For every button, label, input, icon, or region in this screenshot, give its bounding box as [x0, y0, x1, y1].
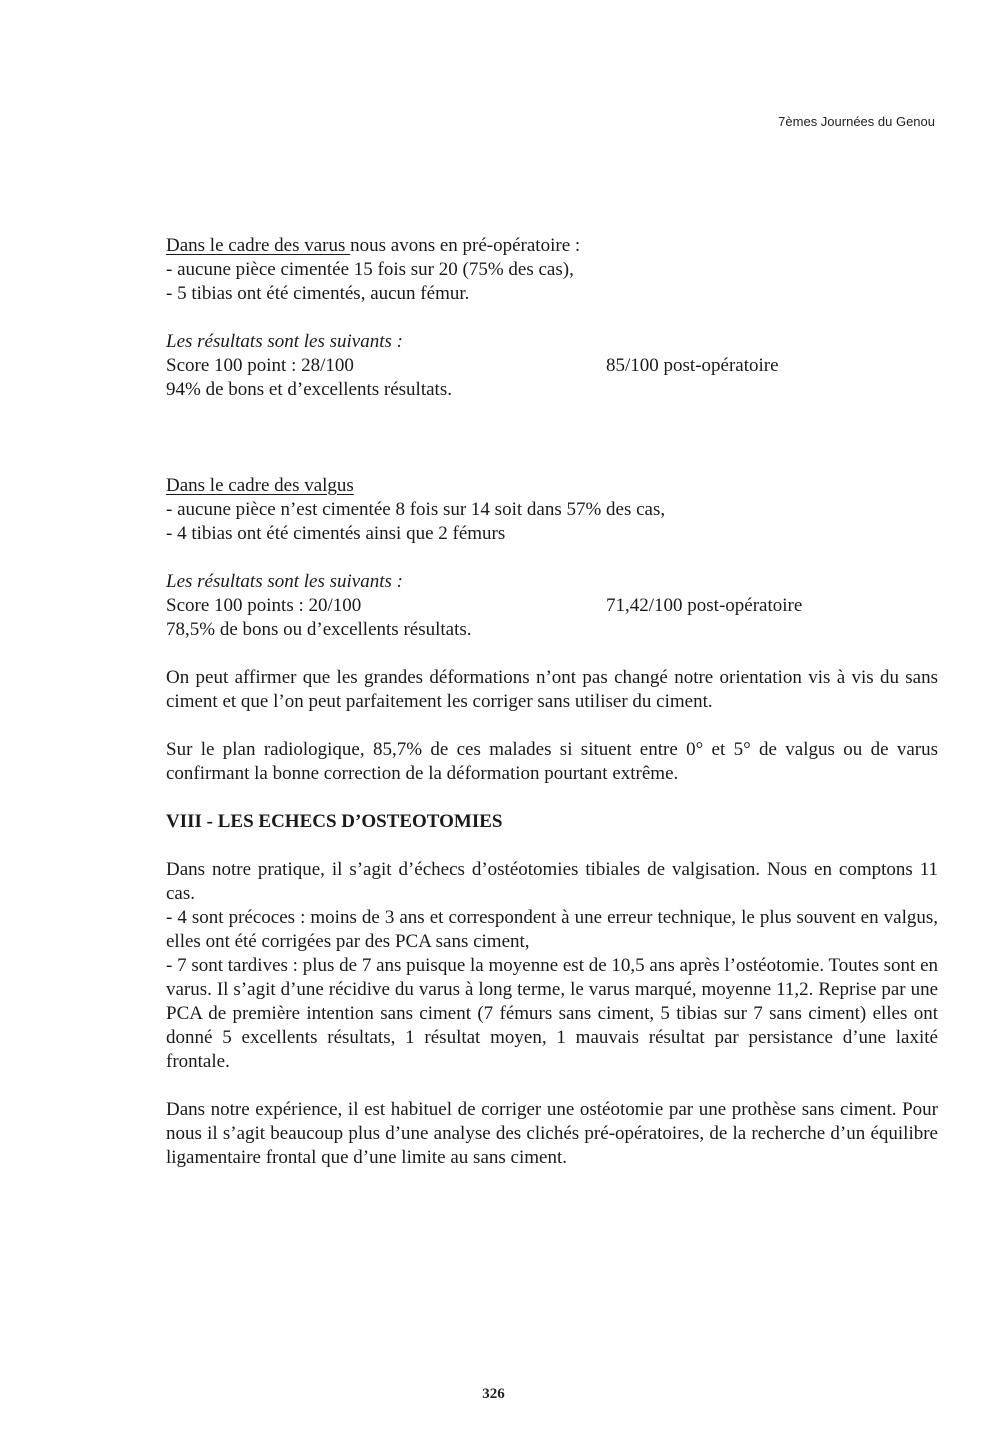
varus-title-line — [166, 234, 938, 258]
deformations-paragraph: On peut affirmer que les grandes déformations n’ont pas changé notre orientation vis à vis du sans ciment et que l’on peut parfaitement les corriger sans utiliser du ciment. — [166, 667, 938, 712]
varus-section — [166, 234, 938, 402]
varus-score-row — [166, 354, 938, 378]
valgus-score-post: 71,42/100 post-opératoire — [606, 595, 803, 616]
section-viii-experience: Dans notre expérience, il est habituel de corriger une ostéotomie par une prothèse sans ciment. Pour nous il s’agit beaucoup plus d’une analyse des clichés pré-opératoires, de la recherche d’un équilibre ligamentaire frontal que d’une limite au sans ciment. — [166, 1099, 938, 1168]
spacer — [166, 306, 938, 330]
varus-results-title: Les résultats sont les suivants : — [166, 331, 403, 352]
valgus-section — [166, 474, 938, 642]
varus-line-1: - aucune pièce cimentée 15 fois sur 20 (75% des cas), — [166, 259, 574, 280]
varus-line-2: - 5 tibias ont été cimentés, aucun fémur. — [166, 283, 470, 304]
valgus-score-row — [166, 594, 938, 618]
varus-title-rest: nous avons en pré-opératoire : — [350, 235, 581, 256]
section-viii-heading: VIII - LES ECHECS D’OSTEOTOMIES — [166, 811, 503, 832]
spacer — [166, 402, 938, 474]
valgus-score-pre: Score 100 points : 20/100 — [166, 595, 362, 616]
valgus-line-1: - aucune pièce n’est cimentée 8 fois sur 14 soit dans 57% des cas, — [166, 499, 666, 520]
valgus-line-2: - 4 tibias ont été cimentés ainsi que 2 fémurs — [166, 523, 506, 544]
valgus-results-title: Les résultats sont les suivants : — [166, 571, 403, 592]
section-viii-intro: Dans notre pratique, il s’agit d’échecs d’ostéotomies tibiales de valgisation. Nous en comptons 11 cas. — [166, 859, 938, 904]
section-viii-precoces: - 4 sont précoces : moins de 3 ans et correspondent à une erreur technique, le plus souvent en valgus, elles ont été corrigées par des PCA sans ciment, — [166, 907, 938, 952]
section-viii-tardives: - 7 sont tardives : plus de 7 ans puisque la moyenne est de 10,5 ans après l’ostéotomie. Toutes sont en varus. Il s’agit d’une récidive du varus à long terme, le varus marqué, moyenne 11,2. Reprise par une PCA de première intention sans ciment (7 fémurs sans ciment, 5 tibias sur 7 sans ciment) elles ont donné 5 excellents résultats, 1 résultat moyen, 1 mauvais résultat par persistance d’une laxité frontale. — [166, 955, 938, 1072]
valgus-summary: 78,5% de bons ou d’excellents résultats. — [166, 619, 472, 640]
valgus-title: Dans le cadre des valgus — [166, 475, 354, 496]
varus-summary: 94% de bons et d’excellents résultats. — [166, 379, 452, 400]
radiologique-paragraph: Sur le plan radiologique, 85,7% de ces malades si situent entre 0° et 5° de valgus ou de varus confirmant la bonne correction de la déformation pourtant extrême. — [166, 739, 938, 784]
spacer — [166, 546, 938, 570]
varus-title: Dans le cadre des varus — [166, 235, 351, 256]
running-header: 7èmes Journées du Genou — [778, 114, 935, 129]
varus-score-post: 85/100 post-opératoire — [606, 355, 779, 376]
page-number: 326 — [482, 1386, 505, 1402]
page-body — [166, 234, 938, 1170]
varus-score-pre: Score 100 point : 28/100 — [166, 355, 354, 376]
